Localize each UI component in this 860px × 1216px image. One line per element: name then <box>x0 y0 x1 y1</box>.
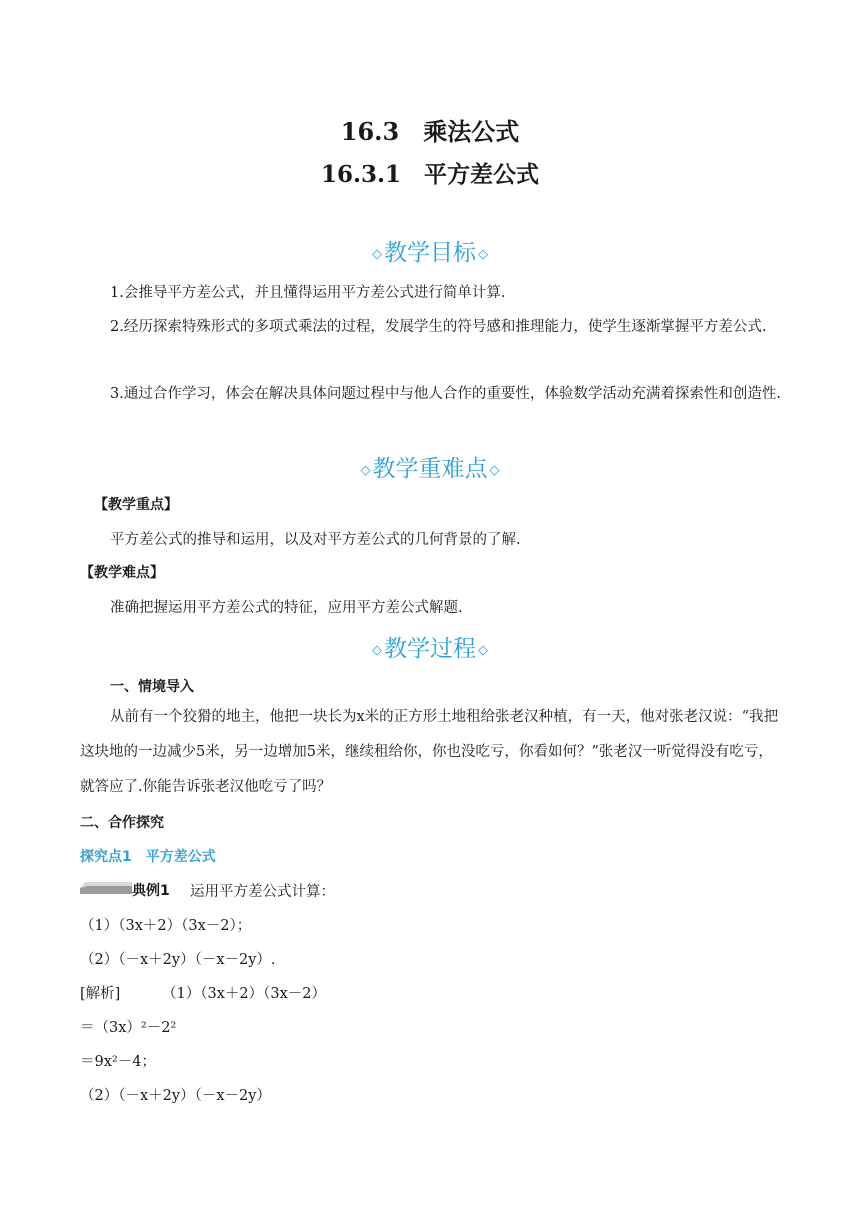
diamond-icon: ◇ <box>478 246 488 262</box>
example-text: 运用平方差公式计算： <box>190 884 335 900</box>
problem-1: （1）（3x＋2）（3x－2）； <box>80 918 252 934</box>
key-text: 平方差公式的推导和运用，以及对平方差公式的几何背景的了解. <box>110 532 521 548</box>
difficult-text: 准确把握运用平方差公式的特征，应用平方差公式解题. <box>110 600 463 616</box>
intro-heading: 一、情境导入 <box>110 679 194 695</box>
diamond-icon: ◇ <box>372 246 382 262</box>
solution-line-1: （1）（3x＋2）（3x－2） <box>162 986 326 1002</box>
problem-2: （2）（－x＋2y）（－x－2y）. <box>80 952 276 968</box>
keypoints-heading: ◇教学重难点 ◇ <box>360 456 500 482</box>
diamond-icon: ◇ <box>478 642 488 658</box>
process-heading: ◇教学过程 ◇ <box>372 636 488 662</box>
section-title: 16.3.1 平方差公式 <box>320 161 540 188</box>
goals-heading: ◇教学目标 ◇ <box>372 240 488 266</box>
analysis-label: [解析] <box>80 986 121 1002</box>
example-tab-icon <box>80 880 132 896</box>
goal-item-1: 1.会推导平方差公式，并且懂得运用平方差公式进行简单计算. <box>110 285 506 301</box>
key-label: 【教学重点】 <box>94 497 178 513</box>
solution-line-2: ＝（3x）²－2² <box>80 1020 177 1036</box>
diamond-icon: ◇ <box>372 642 382 658</box>
intro-text: 从前有一个狡猾的地主，他把一块长为x米的正方形土地租给张老汉种植，有一天，他对张老汉说：“我把这块地的一边减少5米，另一边增加5米，继续租给你，你也没吃亏，你看如何？”张老汉一听觉得没有吃亏，就答应了.你能告诉张老汉他吃亏了吗？ <box>80 709 779 795</box>
diamond-icon: ◇ <box>360 462 371 478</box>
solution-line-4: （2）（－x＋2y）（－x－2y） <box>80 1088 271 1104</box>
solution-line-3: ＝9x²－4； <box>80 1054 156 1070</box>
explore-point: 探究点1 平方差公式 <box>80 849 216 865</box>
explore-heading: 二、合作探究 <box>80 815 164 831</box>
chapter-title: 16.3 乘法公式 <box>340 117 520 146</box>
goal-item-3: 3.通过合作学习，体会在解决具体问题过程中与他人合作的重要性，体验数学活动充满着探索性和创造性. <box>110 386 781 402</box>
difficult-label: 【教学难点】 <box>80 565 164 581</box>
example-label: 典例1 <box>132 883 170 899</box>
diamond-icon: ◇ <box>489 462 500 478</box>
goal-item-2: 2.经历探索特殊形式的多项式乘法的过程，发展学生的符号感和推理能力，使学生逐渐掌握平方差公式. <box>110 319 767 335</box>
